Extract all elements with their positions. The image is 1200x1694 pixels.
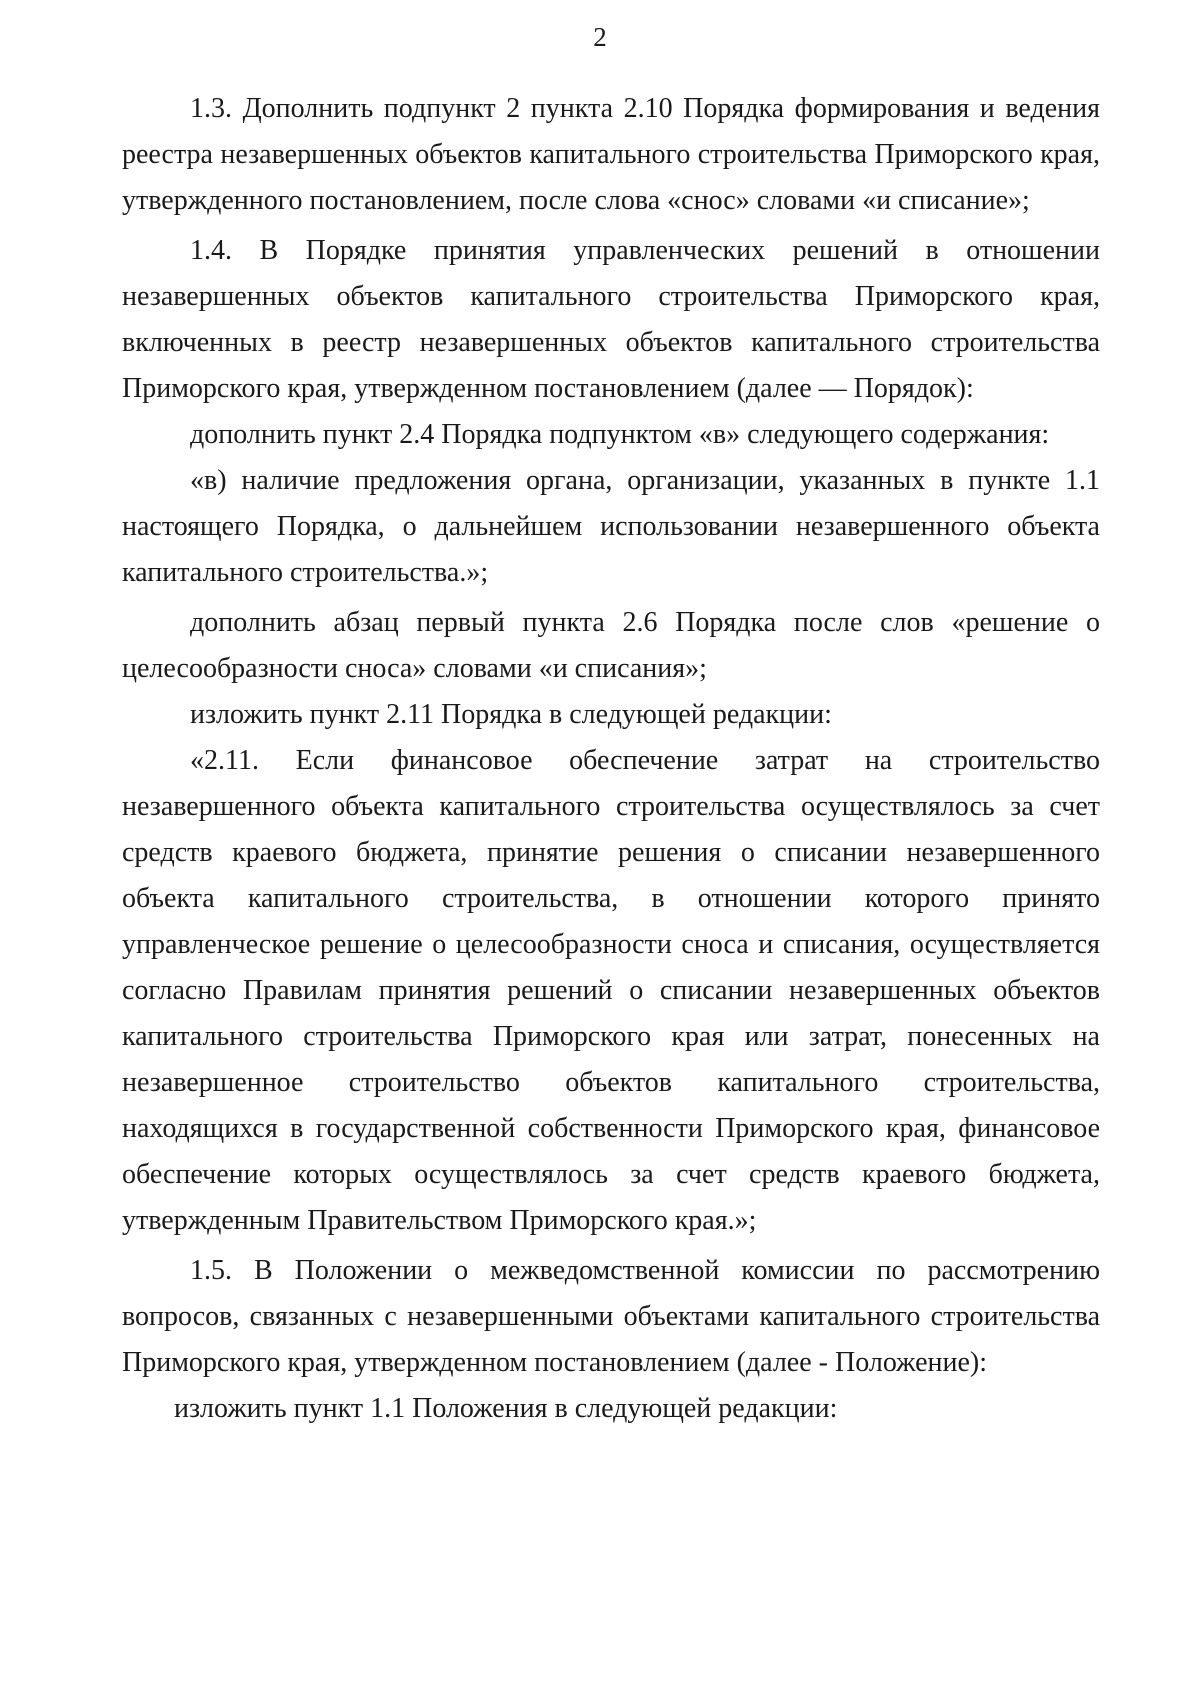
paragraph-restate-1-1: изложить пункт 1.1 Положения в следующей редакции: bbox=[174, 1393, 838, 1424]
document-body bbox=[122, 86, 1100, 1432]
paragraph-2-11-text: «2.11. Если финансовое обеспечение затрат на строительство незавершенного объекта капитального строительства осуществлялось за счет средств краевого бюджета, принятие решения о списании незавершенного объекта капитального строительства, в отношении которого принято управленческое решение о целесообразности сноса и списания, осуществляется согласно Правилам принятия решений о списании незавершенных объектов капитального строительства Приморского края или затрат, понесенных на незавершенное строительство объектов капитального строительства, находящихся в государственной собственности Приморского края, финансовое обеспечение которых осуществлялось за счет средств краевого бюджета, утвержденным Правительством Приморского края.»; bbox=[122, 745, 1100, 1236]
paragraph-subitem-v: «в) наличие предложения органа, организации, указанных в пункте 1.1 настоящего Порядка, о дальнейшем использовании незавершенного объекта капитального строительства.»; bbox=[122, 465, 1100, 588]
paragraph-1-4: 1.4. В Порядке принятия управленческих решений в отношении незавершенных объектов капитального строительства Приморского края, включенных в реестр незавершенных объектов капитального строительства Приморского края, утвержденном постановлением (далее — Порядок): bbox=[122, 235, 1100, 404]
paragraph-amend-2-4: дополнить пункт 2.4 Порядка подпунктом «в» следующего содержания: bbox=[190, 419, 1050, 450]
paragraph-amend-2-6: дополнить абзац первый пункта 2.6 Порядка после слов «решение о целесообразности сноса» словами «и списания»; bbox=[122, 607, 1100, 684]
paragraph-1-5: 1.5. В Положении о межведомственной комиссии по рассмотрению вопросов, связанных с незавершенными объектами капитального строительства Приморского края, утвержденном постановлением (далее - Положение): bbox=[122, 1255, 1100, 1378]
paragraph-1-3: 1.3. Дополнить подпункт 2 пункта 2.10 Порядка формирования и ведения реестра незавершенных объектов капитального строительства Приморского края, утвержденного постановлением, после слова «снос» словами «и списание»; bbox=[122, 93, 1100, 216]
paragraph-restate-2-11: изложить пункт 2.11 Порядка в следующей редакции: bbox=[190, 699, 832, 730]
page-number: 2 bbox=[593, 22, 607, 52]
